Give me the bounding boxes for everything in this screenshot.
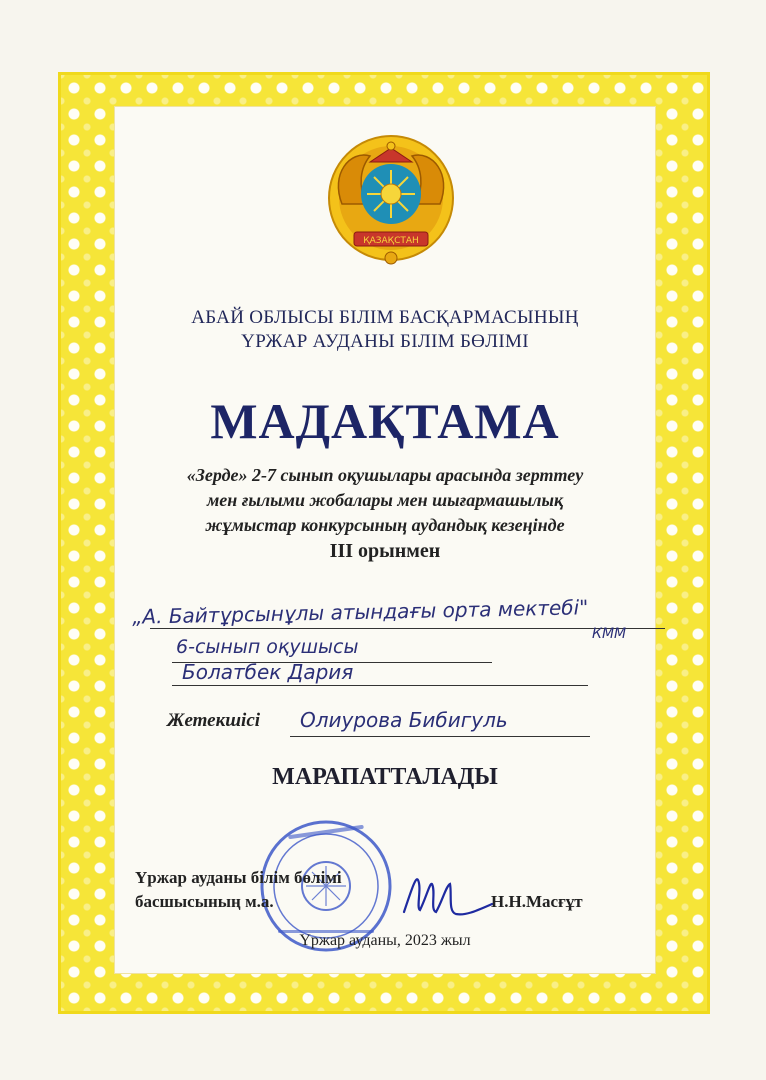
supervisor-line	[290, 736, 590, 737]
certificate-title: МАДАҚТАМА	[210, 393, 560, 449]
certificate-footer: Үржар ауданы, 2023 жыл	[299, 932, 471, 949]
recipient-school-suffix: КММ	[592, 626, 627, 642]
description-line-3: жұмыстар конкурсының аудандық кезеңінде	[205, 515, 565, 535]
description-line-2: мен ғылыми жобалары мен шығармашылық	[206, 490, 564, 510]
award-text: МАРАПАТТАЛАДЫ	[272, 764, 498, 790]
emblem-banner-text: ҚАЗАҚСТАН	[363, 236, 419, 246]
organization-line-2: ҮРЖАР АУДАНЫ БІЛІМ БӨЛІМІ	[241, 331, 529, 352]
kazakhstan-state-emblem-icon	[320, 134, 462, 268]
description-line-1: «Зерде» 2-7 сынып оқушылары арасында зерттеу	[186, 465, 584, 485]
organization-header	[114, 306, 656, 354]
recipient-school: „А. Байтұрсынұлы атындағы орта мектебі"	[131, 595, 589, 629]
supervisor-label: Жетекшісі	[167, 710, 261, 731]
signature-position-line-1: Үржар ауданы білім бөлімі	[135, 868, 342, 887]
supervisor-name: Олиурова Бибигуль	[300, 708, 508, 732]
recipient-name: Болатбек Дария	[182, 660, 354, 684]
recipient-grade: 6-сынып оқушысы	[176, 636, 359, 658]
recipient-name-line	[172, 685, 588, 686]
organization-line-1: АБАЙ ОБЛЫСЫ БІЛІМ БАСҚАРМАСЫНЫҢ	[191, 307, 579, 328]
handwritten-signature	[398, 868, 494, 926]
signature-block	[135, 866, 342, 914]
recipient-school-line	[150, 628, 665, 629]
certificate-description	[114, 463, 656, 538]
place-text: III орынмен	[329, 540, 441, 562]
signer-name: Н.Н.Масғұт	[491, 892, 583, 911]
signature-position-line-2: басшысының м.а.	[135, 892, 274, 911]
